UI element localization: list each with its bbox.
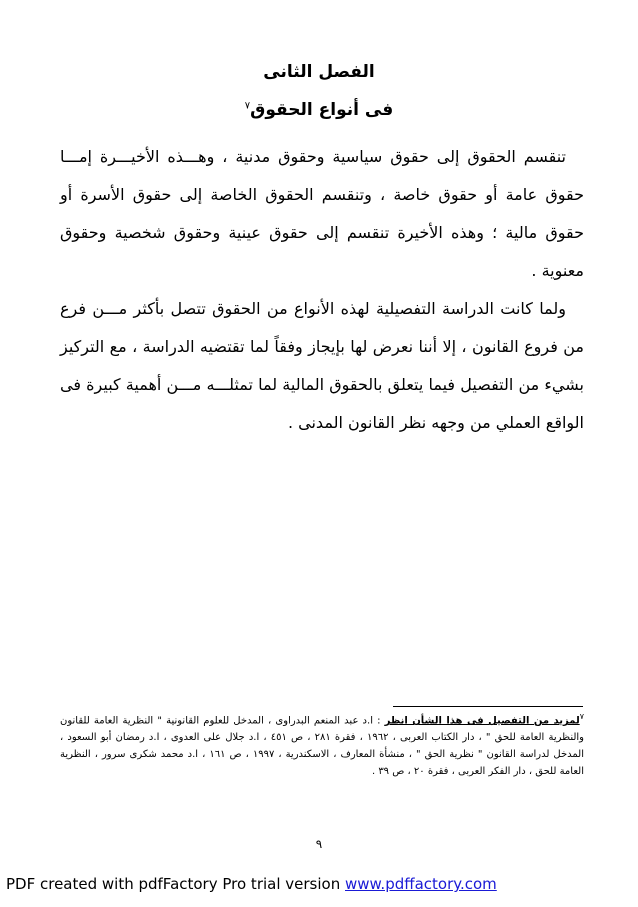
subtitle-text: فى أنواع الحقوق: [250, 100, 394, 120]
page-number: ٩: [315, 837, 323, 851]
pdffactory-link[interactable]: www.pdffactory.com: [345, 875, 497, 893]
footnote: [60, 708, 584, 780]
footnote-lead: لمزيد من التفصيل فى هذا الشأن انظر: [384, 715, 580, 727]
chapter-subtitle: [0, 100, 638, 120]
paragraph-rights-classification: تنقسم الحقوق إلى حقوق سياسية وحقوق مدنية ، وهـــذه الأخيـــرة إمـــا حقوق عامة أو حقوق خاصة ، وتنقسم الحقوق الخاصة إلى حقوق الأسرة أو حقوق مالية ؛ وهذه الأخيرة تنقسم إلى حقوق عينية وحقوق شخصية وحقوق معنوية .: [60, 147, 584, 280]
footnote-reference[interactable]: ٧: [244, 100, 251, 112]
banner-text: PDF created with pdfFactory Pro trial version: [6, 875, 345, 893]
footnote-text: : ا.د عبد المنعم البدراوى ، المدخل للعلوم القانونية " النظرية العامة للقانون والنظرية العامة للحق " ، دار الكتاب العربى ، ١٩٦٢ ، فقرة ٢٨١ ، ص ٤٥١ ، ا.د جلال على العدوى ، ا.د رمضان أبو السعود ، المدخل لدراسة القانون " نظرية الحق " ، منشأة المعارف ، الاسكندرية ، ١٩٩٧ ، ص ١٦١ ، ا.د محمد شكرى سرور ، النظرية العامة للحق ، دار الفكر العربى ، فقرة ٢٠ ، ص ٣٩ .: [60, 715, 585, 778]
body-text: [60, 138, 584, 442]
footnote-separator: [393, 706, 583, 707]
chapter-title: الفصل الثانى: [263, 62, 375, 82]
paragraph-study-scope: ولما كانت الدراسة التفصيلية لهذه الأنواع من الحقوق تتصل بأكثر مـــن فرع من فروع القانون ، إلا أننا نعرض لها بإيجاز وفقاً لما تقتضيه الدراسة ، مع التركيز بشيء من التفصيل فيما يتعلق بالحقوق المالية لما تمثلـــه مـــن أهمية كبيرة فى الواقع العملي من وجهه نظر القانون المدنى .: [60, 299, 584, 432]
pdf-creator-banner: [6, 875, 497, 893]
footnote-marker: ٧: [579, 712, 584, 721]
